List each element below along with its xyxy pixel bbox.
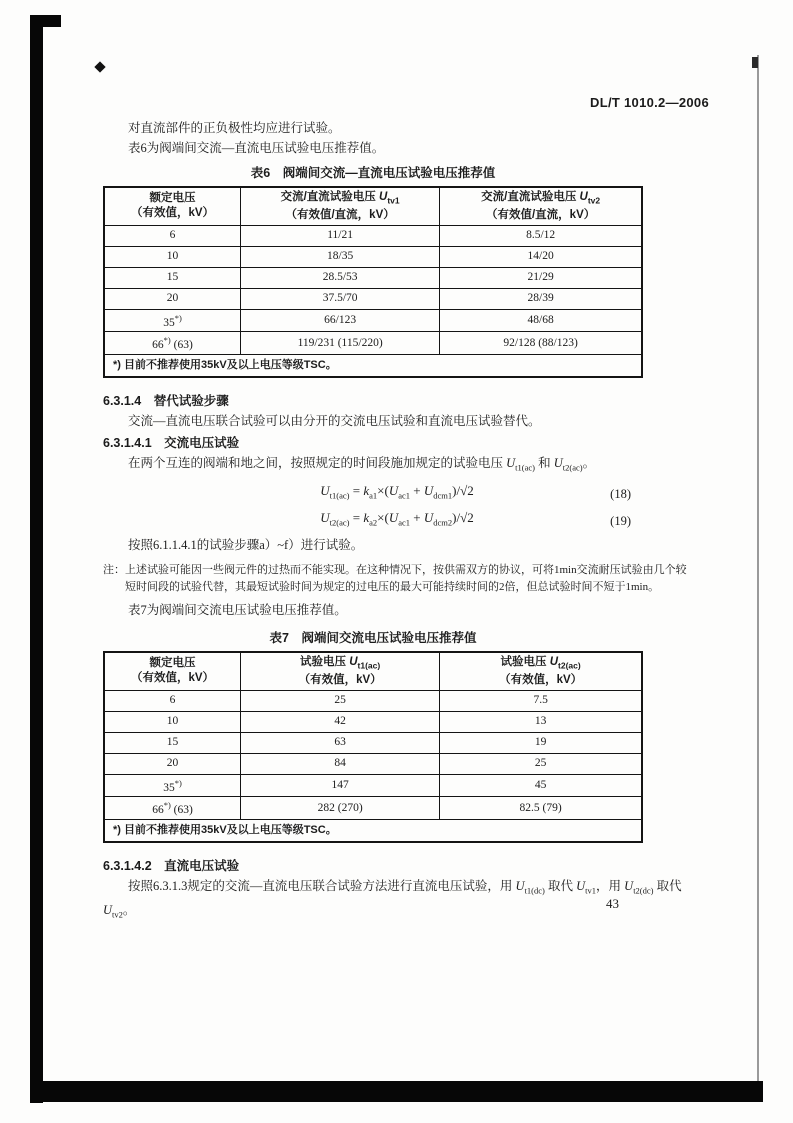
formula-19-number: (19)	[610, 514, 631, 529]
page-content	[103, 90, 691, 925]
table6-caption: 表6 阀端间交流—直流电压试验电压推荐值	[250, 166, 496, 180]
table-row	[104, 732, 642, 753]
table-cell: 20	[104, 753, 241, 774]
table-cell: 66/123	[240, 309, 439, 332]
table7-caption: 表7 阀端间交流电压试验电压推荐值	[269, 631, 477, 646]
formula-19-expression: $U_{t2(ac)} = k_{a2}\times(U_{ac1} + U_{dcm2})/√2$	[320, 510, 474, 528]
table-row	[104, 288, 642, 309]
scan-edge-top-left	[30, 15, 61, 27]
table-cell: 147	[241, 774, 440, 797]
formula-18-expression: $U_{t1(ac)} = k_{a1}\times(U_{ac1} + U_{dcm1})/√2$	[320, 483, 474, 501]
table-row	[104, 711, 642, 732]
formula-block	[103, 481, 691, 535]
table-footnote-row	[104, 820, 642, 842]
table-cell: 66*) (63)	[104, 797, 241, 820]
table-row	[104, 774, 642, 797]
table-cell: 92/128 (88/123)	[440, 332, 642, 355]
section-body-6-3-1-4-1: 在两个互连的阀端和地之间，按照规定的时间段施加规定的试验电压 $U_{t1(ac)}$ 和 $U_{t2(ac)}$。	[128, 455, 596, 473]
table-row	[104, 753, 642, 774]
table-cell: 45	[440, 774, 642, 797]
page-number: 43	[606, 896, 619, 911]
table-footnote: *) 目前不推荐使用35kV及以上电压等级TSC。	[104, 820, 642, 842]
section-heading-6-3-1-4-1: 6.3.1.4.1 交流电压试验	[103, 435, 240, 450]
table-cell: 119/231 (115/220)	[240, 332, 439, 355]
paragraph-table6-ref: 表6为阀端间交流—直流电压试验电压推荐值。	[128, 141, 385, 155]
paragraph-table7-ref: 表7为阀端间交流电压试验电压推荐值。	[128, 603, 347, 618]
table-row	[104, 225, 642, 246]
scan-edge-bottom	[30, 1081, 763, 1102]
table-cell: 6	[104, 225, 240, 246]
table-cell: 28.5/53	[240, 267, 439, 288]
table-row	[104, 309, 642, 332]
doc-number: DL/T 1010.2—2006	[590, 95, 709, 110]
table-cell: 35*)	[104, 774, 241, 797]
table-cell: 7.5	[440, 690, 642, 711]
table-cell: 28/39	[440, 288, 642, 309]
table-cell: 63	[241, 732, 440, 753]
table-row	[104, 246, 642, 267]
paragraph-polarity: 对直流部件的正负极性均应进行试验。	[128, 121, 341, 135]
table-row	[104, 797, 642, 820]
section-heading-6-3-1-4-2: 6.3.1.4.2 直流电压试验	[103, 858, 240, 873]
table-cell: 66*) (63)	[104, 332, 240, 355]
table-header-cell: 试验电压 $U_{t2(ac)}$ （有效值，kV）	[440, 652, 642, 690]
section-body-6-3-1-4: 交流—直流电压联合试验可以由分开的交流电压试验和直流电压试验替代。	[128, 413, 541, 428]
table-cell: 42	[241, 711, 440, 732]
table6-header-row	[104, 187, 642, 225]
table-header-cell: 额定电压 （有效值，kV）	[104, 652, 241, 690]
table-cell: 10	[104, 711, 241, 732]
table-cell: 82.5 (79)	[440, 797, 642, 820]
scan-edge-right	[757, 55, 759, 1081]
table-cell: 6	[104, 690, 241, 711]
table-footnote: *) 目前不推荐使用35kV及以上电压等级TSC。	[104, 355, 642, 377]
table-row	[104, 267, 642, 288]
table7-header-row	[104, 652, 642, 690]
paragraph-procedure-ref: 按照6.1.1.4.1的试验步骤a）~f）进行试验。	[128, 538, 364, 553]
scan-speck	[94, 61, 105, 72]
table-cell: 37.5/70	[240, 288, 439, 309]
table-cell: 25	[241, 690, 440, 711]
table-cell: 21/29	[440, 267, 642, 288]
table-cell: 11/21	[240, 225, 439, 246]
formula-18	[103, 481, 691, 508]
table-cell: 20	[104, 288, 240, 309]
formula-19	[103, 508, 691, 535]
table-cell: 35*)	[104, 309, 240, 332]
table-cell: 10	[104, 246, 240, 267]
note: 注：上述试验可能因一些阀元件的过热而不能实现。在这种情况下，按供需双方的协议，可将1min交流耐压试验由几个较短时间段的试验代替，其最短试验时间为规定的过电压的最大可能持续时间的2倍，但总试验时间不短于1min。	[103, 564, 687, 594]
table-header-cell: 交流/直流试验电压 $U_{tv2}$ （有效值/直流，kV）	[440, 187, 642, 225]
table-cell: 8.5/12	[440, 225, 642, 246]
table-footnote-row	[104, 355, 642, 377]
table-cell: 15	[104, 267, 240, 288]
table7	[103, 651, 643, 843]
table-header-cell: 试验电压 $U_{t1(ac)}$ （有效值，kV）	[241, 652, 440, 690]
table-cell: 13	[440, 711, 642, 732]
scan-mark-top-right	[752, 57, 758, 68]
table-cell: 18/35	[240, 246, 439, 267]
section-body-6-3-1-4-2: 按照6.3.1.3规定的交流—直流电压联合试验方法进行直流电压试验，用 $U_{t1(dc)}$ 取代 $U_{tv1}$，用 $U_{t2(dc)}$ 取代 $U_{tv2}$。	[103, 878, 682, 920]
table-row	[104, 690, 642, 711]
scan-edge-left	[30, 15, 43, 1103]
table-cell: 19	[440, 732, 642, 753]
table-cell: 25	[440, 753, 642, 774]
table-header-cell: 交流/直流试验电压 $U_{tv1}$ （有效值/直流，kV）	[240, 187, 439, 225]
table-cell: 84	[241, 753, 440, 774]
table-row	[104, 332, 642, 355]
table-cell: 14/20	[440, 246, 642, 267]
table-header-cell: 额定电压 （有效值，kV）	[104, 187, 240, 225]
table6	[103, 186, 643, 378]
formula-18-number: (18)	[610, 487, 631, 502]
table-cell: 48/68	[440, 309, 642, 332]
table-cell: 15	[104, 732, 241, 753]
section-heading-6-3-1-4: 6.3.1.4 替代试验步骤	[103, 393, 229, 408]
table-cell: 282 (270)	[241, 797, 440, 820]
